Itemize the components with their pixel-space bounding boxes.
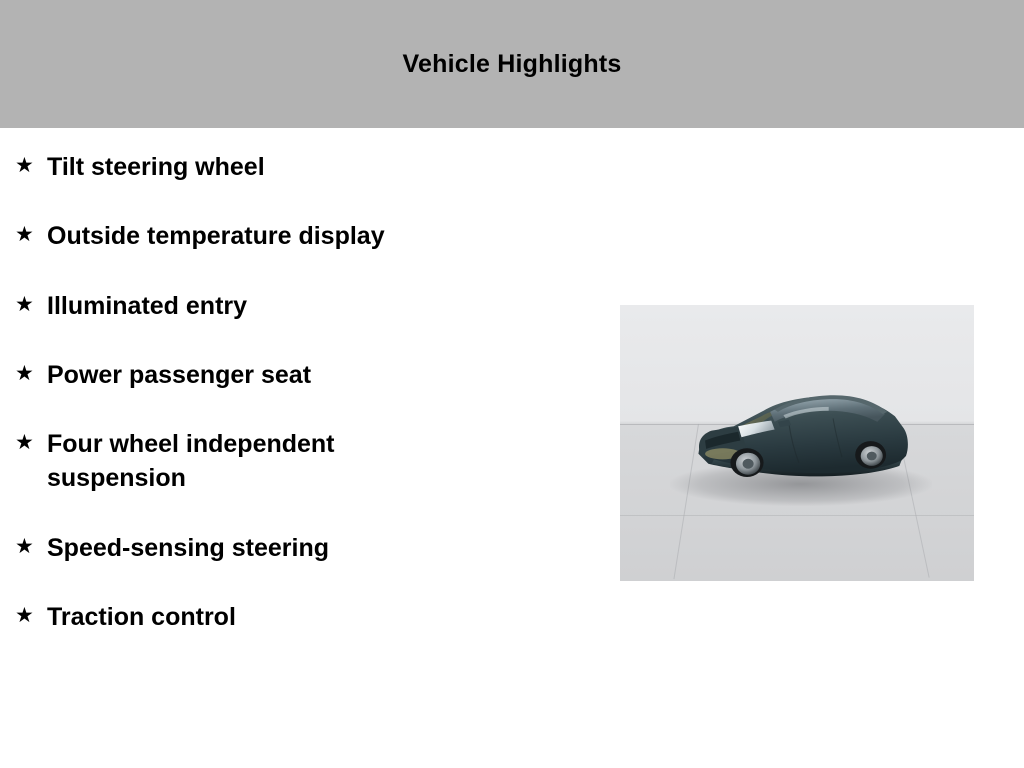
header-band: [0, 0, 1024, 128]
list-item: [10, 427, 477, 496]
page-title: Vehicle Highlights: [402, 50, 622, 78]
rear-hubcap: [867, 452, 877, 461]
list-item-label: Speed-sensing steering: [47, 533, 330, 562]
front-hubcap: [743, 459, 754, 469]
list-item-label: Illuminated entry: [47, 291, 248, 320]
list-item: [10, 531, 610, 565]
star-icon: ★: [15, 603, 34, 627]
car-illustration: [648, 371, 945, 503]
star-icon: ★: [15, 154, 34, 177]
vehicle-highlights-list: [10, 150, 610, 669]
star-icon: ★: [15, 292, 34, 316]
list-item: [10, 289, 610, 323]
list-item-label: Four wheel independent suspension: [47, 430, 335, 493]
list-item: [10, 358, 610, 392]
list-item: [10, 600, 610, 634]
list-item-label: Power passenger seat: [47, 360, 312, 389]
vehicle-photo: [620, 305, 974, 581]
list-item: [10, 150, 610, 184]
list-item: [10, 219, 610, 253]
list-item-label: Tilt steering wheel: [47, 153, 265, 181]
list-item-label: Outside temperature display: [47, 222, 385, 251]
studio-floor-seam: [620, 515, 974, 516]
star-icon: ★: [15, 361, 34, 385]
star-icon: ★: [15, 223, 34, 247]
star-icon: ★: [15, 431, 34, 454]
content-area: [0, 128, 1024, 768]
list-item-label: Traction control: [47, 602, 236, 631]
star-icon: ★: [15, 534, 34, 558]
